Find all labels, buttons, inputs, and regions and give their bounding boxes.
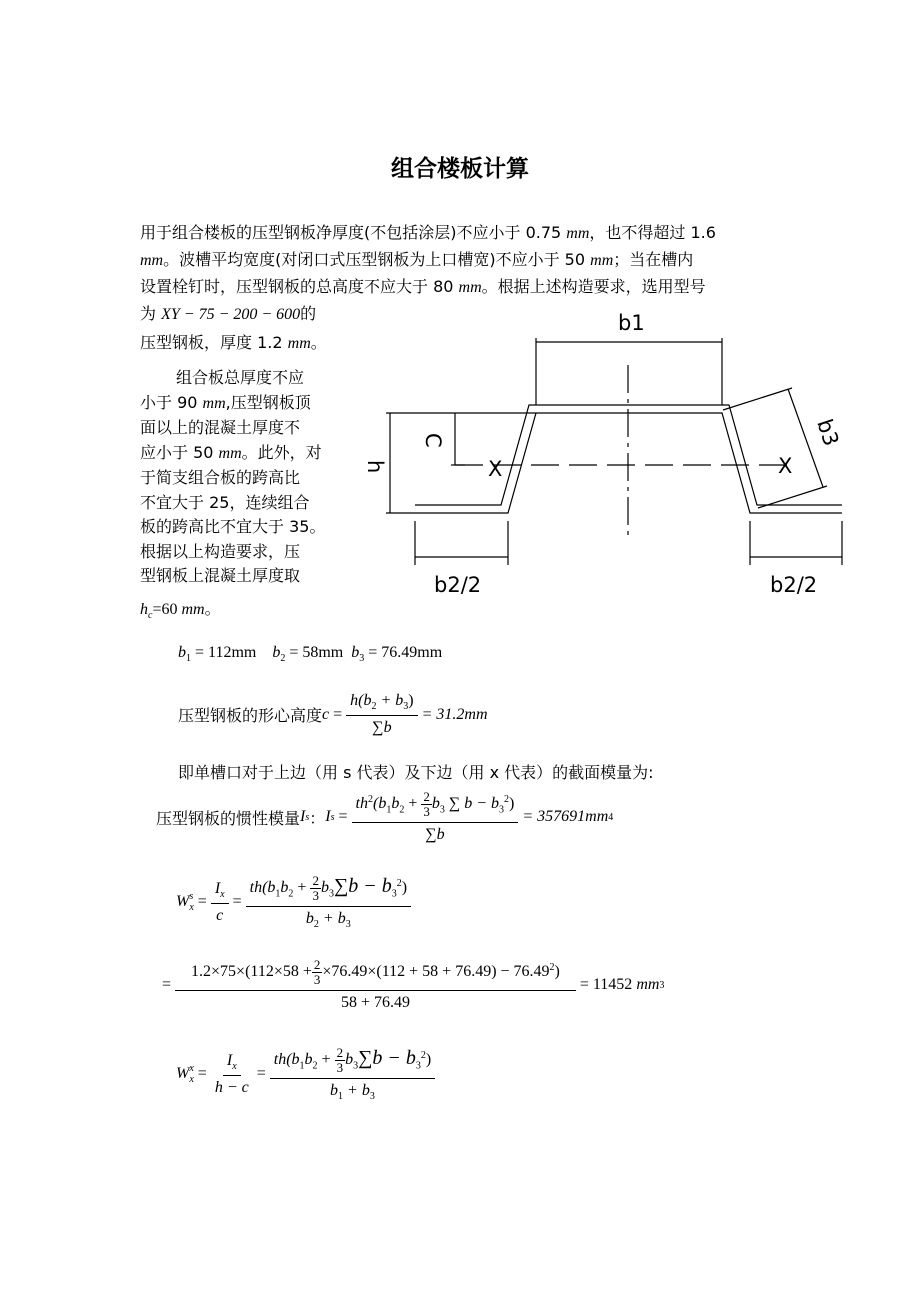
constraint-line-3: 面以上的混凝土厚度不 — [140, 418, 301, 437]
constraint-line-7: 板的跨高比不宜大于 35。 — [140, 517, 326, 536]
intro-line-3: 设置栓钉时，压型钢板的总高度不应大于 80 mm。根据上述构造要求，选用型号 — [140, 277, 706, 296]
page-title: 组合楼板计算 — [391, 156, 529, 182]
constraint-line-5: 于简支组合板的跨高比 — [140, 468, 301, 487]
b-values-line: $b_1 = 112mm$ $b_2 = 58mm$ $b_3 = 76.49mm$ — [178, 644, 443, 665]
wxs-formula: W s x = $\frac{I_x}{c}$ = $th(b_1b_2$ + $\frac{2}{3}$ $b_3\sum b - b_3^2$) $b_2 + b_3$ — [176, 874, 411, 930]
constraint-line-8: 根据以上构造要求，压 — [140, 541, 301, 561]
label-x-left: X — [488, 457, 503, 481]
numeric-substitution: = 1.2×75×(112×58 + $\frac{2}{3}$ $\times 76.49\times(112 + 58 + 76.49) - 76.49^2$) 58 + 76.49 = 11452 mm 3 — [162, 957, 665, 1011]
steel-deck-profile-figure — [360, 300, 860, 605]
constraint-paragraph — [140, 366, 355, 589]
wxx-formula: W x x = $\frac{I_x}{h - c}$ = $th(b_1b_2$ + $\frac{2}{3}$ $b_3\sum b - b_3^2$) $b_1 + b_3$ — [176, 1046, 435, 1102]
constraint-line-6: 不宜大于 25，连续组合 — [140, 492, 310, 512]
intro-line-1: 用于组合楼板的压型钢板净厚度(不包括涂层)不应小于 0.75 mm，也不得超过 1.6 — [140, 223, 716, 242]
concrete-thickness: $h_c=60$ mm。 — [140, 599, 221, 622]
constraint-line-1: 组合板总厚度不应 — [176, 368, 305, 387]
inertia-formula: 压型钢板的惯性模量 I s ： I s = $th^2(b_1b_2$ + $\frac{2}{3}$ $b_3$ ∑ $b - b_3^2$) ∑b = 357691mm 4 — [156, 789, 614, 843]
label-b3: b3 — [812, 416, 844, 449]
intro-line-4: 为 XY − 75 − 200 − 600的 — [140, 304, 317, 323]
label-b1: b1 — [618, 311, 645, 335]
intro-line-2: mm。波槽平均宽度(对闭口式压型钢板为上口槽宽)不应小于 50 mm；当在槽内 — [140, 250, 694, 269]
thickness-line: 压型钢板，厚度 1.2 mm。 — [140, 333, 327, 352]
label-h: h — [363, 460, 387, 474]
section-modulus-intro: 即单槽口对于上边（用 s 代表）及下边（用 x 代表）的截面模量为: — [178, 763, 654, 782]
label-x-right: X — [778, 454, 793, 478]
constraint-line-2: 小于 90 mm,压型钢板顶 — [140, 392, 311, 412]
label-b2-left: b2/2 — [434, 573, 482, 597]
constraint-line-4: 应小于 50 mm。此外，对 — [140, 442, 322, 462]
constraint-line-9: 型钢板上混凝土厚度取 — [140, 566, 301, 585]
label-c: C — [421, 433, 445, 448]
centroid-formula: 压型钢板的形心高度 c = $\frac{h(b_2 + b_3)}{\sum b}$ = 31.2mm — [178, 692, 488, 737]
model-number: XY − 75 − 200 − 600 — [161, 306, 301, 323]
label-b2-right: b2/2 — [770, 573, 818, 597]
